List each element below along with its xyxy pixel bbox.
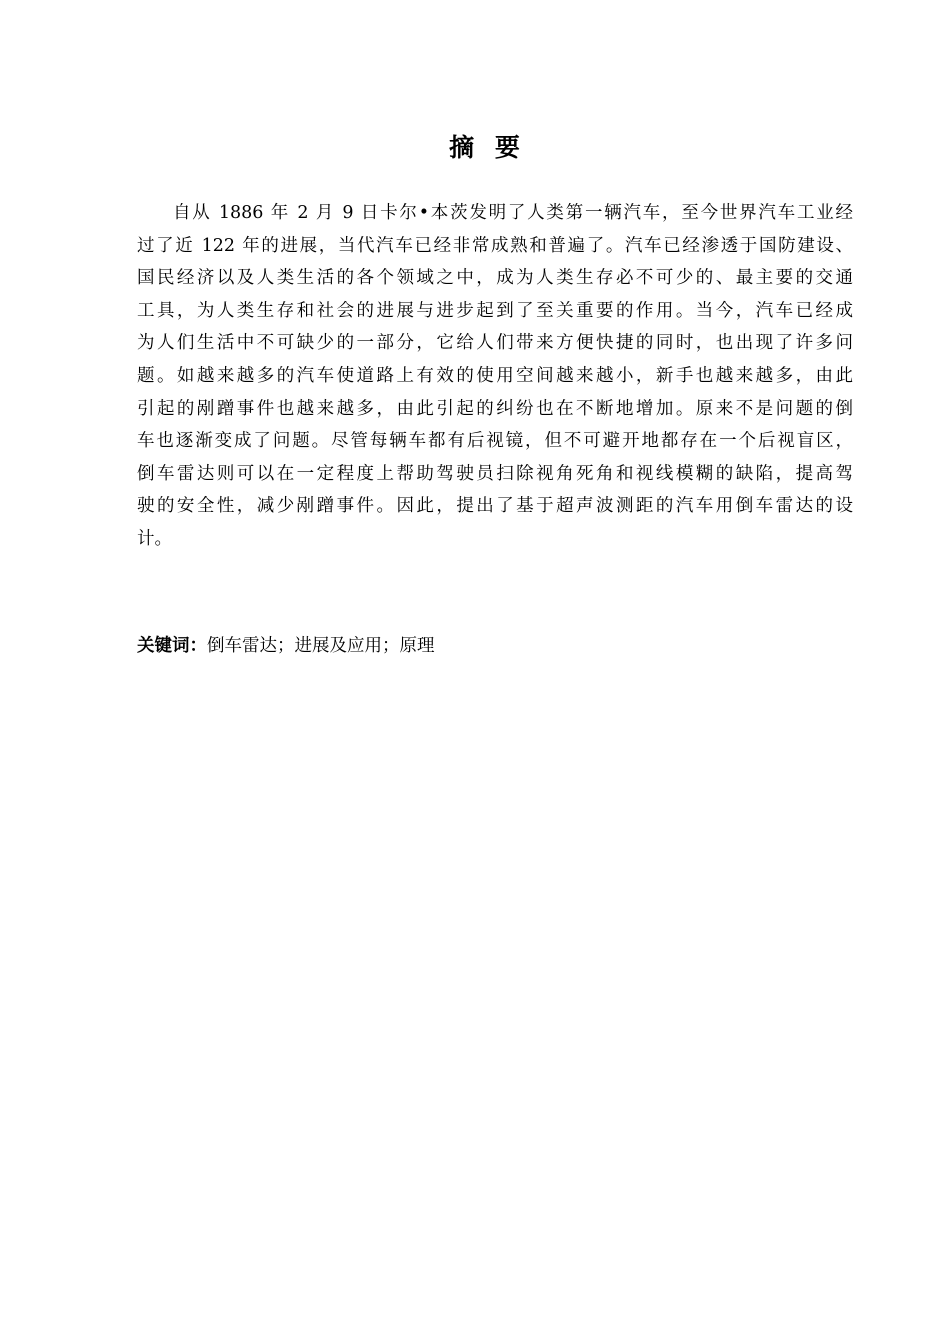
abstract-line: 车也逐渐变成了问题。尽管每辆车都有后视镜，但不可避开地都存在一个后视盲区， — [137, 431, 853, 452]
keywords-label: 关键词： — [137, 636, 207, 656]
abstract-line: 倒车雷达则可以在一定程度上帮助驾驶员扫除视角死角和视线模糊的缺陷，提高驾 — [137, 463, 853, 484]
keywords-row — [137, 632, 435, 660]
abstract-line: 驶的安全性，减少剐蹭事件。因此，提出了基于超声波测距的汽车用倒车雷达的设 — [137, 496, 853, 517]
keywords-text: 倒车雷达；进展及应用；原理 — [207, 636, 435, 656]
abstract-line: 题。如越来越多的汽车使道路上有效的使用空间越来越小，新手也越来越多，由此 — [137, 365, 853, 386]
abstract-title: 摘 要 — [449, 133, 526, 162]
abstract-line: 过了近 122 年的进展，当代汽车已经非常成熟和普遍了。汽车已经渗透于国防建设、 — [137, 235, 853, 256]
abstract-line: 国民经济以及人类生活的各个领域之中，成为人类生存必不可少的、最主要的交通 — [137, 268, 853, 289]
abstract-line: 计。 — [137, 528, 172, 549]
abstract-line: 自从 1886 年 2 月 9 日卡尔•本茨发明了人类第一辆汽车，至今世界汽车工业经 — [173, 203, 853, 223]
abstract-body — [137, 197, 853, 556]
abstract-line: 引起的剐蹭事件也越来越多，由此引起的纠纷也在不断地增加。原来不是问题的倒 — [137, 398, 853, 419]
abstract-line: 为人们生活中不可缺少的一部分，它给人们带来方便快捷的同时，也出现了许多问 — [137, 333, 853, 354]
abstract-line: 工具，为人类生存和社会的进展与进步起到了至关重要的作用。当今，汽车已经成 — [137, 300, 853, 321]
